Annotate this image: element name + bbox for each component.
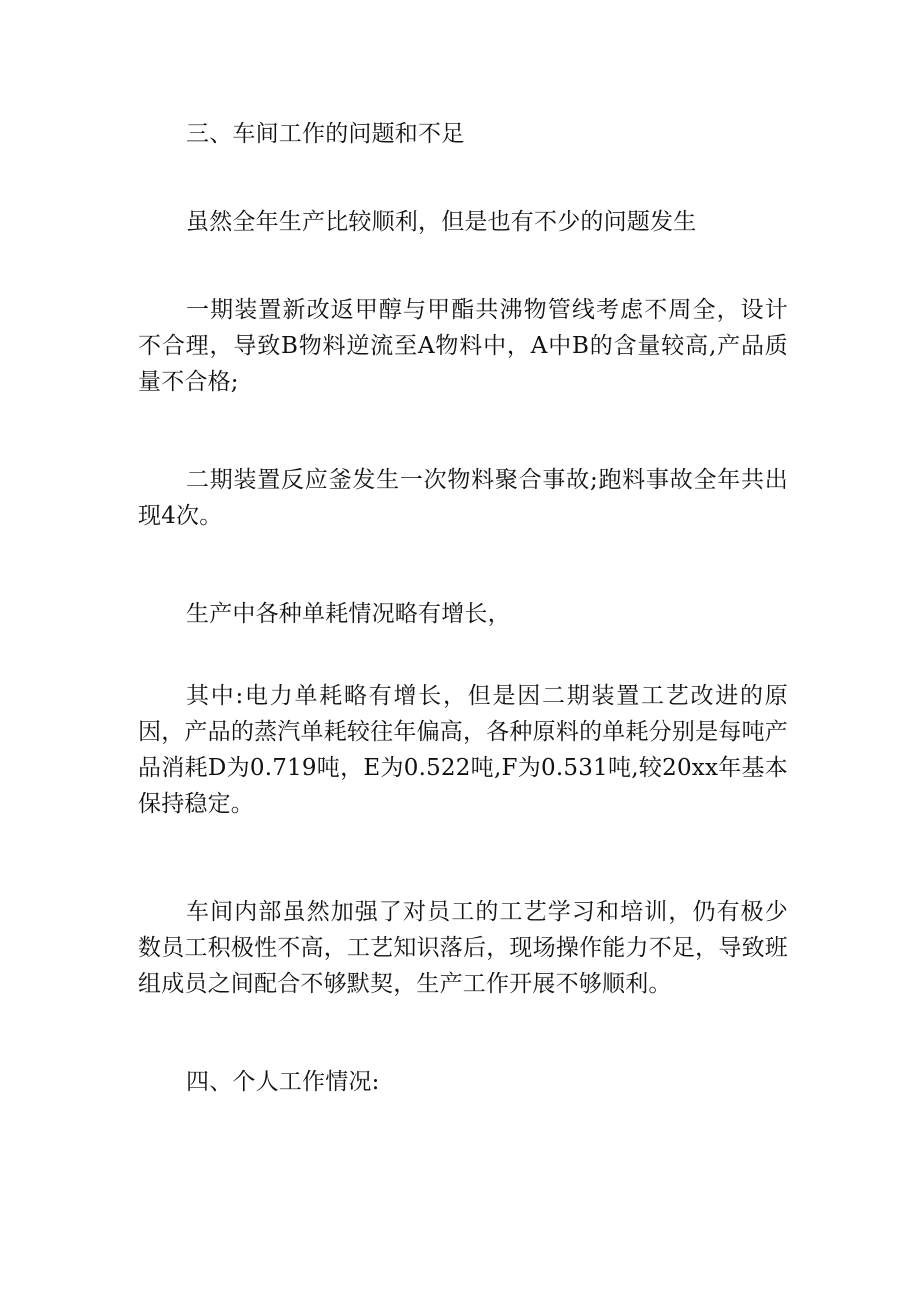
paragraph-intro: 虽然全年生产比较顺利，但是也有不少的问题发生 xyxy=(186,209,697,235)
paragraph-staff-training: 车间内部虽然加强了对员工的工艺学习和培训，仍有极少数员工积极性不高，工艺知识落后，现场操作能力不足，导致班组成员之间配合不够默契，生产工作开展不够顺利。 xyxy=(138,899,788,997)
paragraph-consumption-details: 其中:电力单耗略有增长，但是因二期装置工艺改进的原因，产品的蒸汽单耗较往年偏高，各种原料的单耗分别是每吨产品消耗D为0.719吨，E为0.522吨,F为0.531吨,较20xx年基本保持稳定。 xyxy=(138,683,788,817)
section-heading-3: 三、车间工作的问题和不足 xyxy=(186,121,465,147)
paragraph-phase1-issue: 一期装置新改返甲醇与甲酯共沸物管线考虑不周全，设计不合理，导致B物料逆流至A物料中，A中B的含量较高,产品质量不合格; xyxy=(138,297,788,395)
section-heading-4: 四、个人工作情况: xyxy=(186,1069,380,1095)
paragraph-consumption-growth: 生产中各种单耗情况略有增长， xyxy=(186,601,511,627)
paragraph-phase2-accident: 二期装置反应釜发生一次物料聚合事故;跑料事故全年共出现4次。 xyxy=(138,467,788,529)
